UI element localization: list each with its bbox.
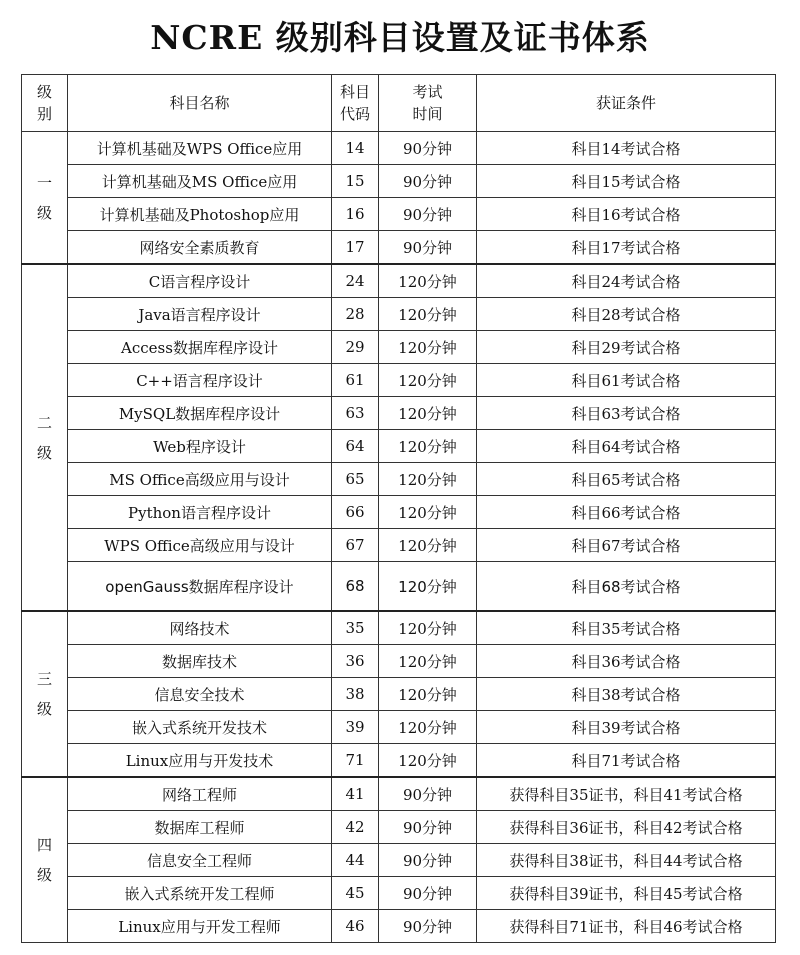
subject-code-cell: 17 [332, 231, 379, 265]
cert-condition-cell: 获得科目38证书，科目44考试合格 [477, 844, 776, 877]
cert-condition-cell: 获得科目35证书，科目41考试合格 [477, 777, 776, 811]
cert-condition-cell: 科目24考试合格 [477, 264, 776, 298]
table-row [22, 844, 776, 877]
cert-condition-cell: 科目65考试合格 [477, 463, 776, 496]
table-row [22, 198, 776, 231]
header-subject-name: 科目名称 [68, 75, 332, 132]
level-label: 三级 [36, 670, 52, 718]
table-row [22, 645, 776, 678]
exam-time-cell: 120分钟 [379, 331, 477, 364]
table-body [22, 132, 776, 943]
subject-code-cell: 28 [332, 298, 379, 331]
table-row [22, 811, 776, 844]
exam-time-cell: 120分钟 [379, 397, 477, 430]
header-exam-time: 考试时间 [379, 75, 477, 132]
table-row [22, 744, 776, 778]
cert-condition-cell: 科目35考试合格 [477, 611, 776, 645]
exam-time-cell: 120分钟 [379, 264, 477, 298]
table-row [22, 165, 776, 198]
exam-time-cell: 90分钟 [379, 198, 477, 231]
table-row [22, 611, 776, 645]
subject-name-cell: WPS Office高级应用与设计 [68, 529, 332, 562]
cert-condition-cell: 科目29考试合格 [477, 331, 776, 364]
cert-condition-cell: 获得科目71证书，科目46考试合格 [477, 910, 776, 943]
level-label: 二级 [36, 413, 52, 462]
table-row [22, 777, 776, 811]
subject-code-cell: 41 [332, 777, 379, 811]
subject-code-cell: 64 [332, 430, 379, 463]
subject-code-cell: 36 [332, 645, 379, 678]
exam-time-cell: 90分钟 [379, 132, 477, 165]
exam-time-cell: 120分钟 [379, 611, 477, 645]
table-row [22, 298, 776, 331]
table-row [22, 711, 776, 744]
exam-time-cell: 120分钟 [379, 678, 477, 711]
cert-condition-cell: 科目14考试合格 [477, 132, 776, 165]
subject-code-cell: 68 [332, 562, 379, 612]
table-row [22, 562, 776, 612]
subject-name-cell: C++语言程序设计 [68, 364, 332, 397]
subject-name-cell: C语言程序设计 [68, 264, 332, 298]
subject-code-cell: 63 [332, 397, 379, 430]
exam-time-cell: 90分钟 [379, 231, 477, 265]
subject-name-cell: Java语言程序设计 [68, 298, 332, 331]
subject-code-cell: 39 [332, 711, 379, 744]
subject-name-cell: Linux应用与开发工程师 [68, 910, 332, 943]
subject-name-cell: Access数据库程序设计 [68, 331, 332, 364]
cert-condition-cell: 科目39考试合格 [477, 711, 776, 744]
page-title: NCRE 级别科目设置及证书体系 [150, 18, 650, 57]
exam-time-cell: 120分钟 [379, 711, 477, 744]
subject-code-cell: 42 [332, 811, 379, 844]
table-row [22, 678, 776, 711]
subject-name-cell: Linux应用与开发技术 [68, 744, 332, 778]
subject-name-cell: Python语言程序设计 [68, 496, 332, 529]
exam-time-cell: 90分钟 [379, 910, 477, 943]
table-row [22, 877, 776, 910]
exam-time-cell: 90分钟 [379, 844, 477, 877]
level-cell [22, 132, 68, 265]
level-label: 一级 [36, 173, 52, 222]
subject-code-cell: 67 [332, 529, 379, 562]
subject-name-cell: 信息安全技术 [68, 678, 332, 711]
subject-name-cell: MS Office高级应用与设计 [68, 463, 332, 496]
subject-code-cell: 46 [332, 910, 379, 943]
cert-condition-cell: 科目64考试合格 [477, 430, 776, 463]
subject-code-cell: 35 [332, 611, 379, 645]
table-header-row [22, 75, 776, 132]
cert-condition-cell: 科目16考试合格 [477, 198, 776, 231]
table-row [22, 910, 776, 943]
cert-condition-cell: 科目15考试合格 [477, 165, 776, 198]
subject-code-cell: 65 [332, 463, 379, 496]
subject-code-cell: 29 [332, 331, 379, 364]
subject-name-cell: 嵌入式系统开发技术 [68, 711, 332, 744]
exam-time-cell: 90分钟 [379, 777, 477, 811]
subject-code-cell: 16 [332, 198, 379, 231]
exam-time-cell: 120分钟 [379, 562, 477, 612]
exam-time-cell: 120分钟 [379, 430, 477, 463]
cert-condition-cell: 科目36考试合格 [477, 645, 776, 678]
subject-name-cell: openGauss数据库程序设计 [68, 562, 332, 612]
subject-name-cell: MySQL数据库程序设计 [68, 397, 332, 430]
subject-code-cell: 44 [332, 844, 379, 877]
level-cell [22, 611, 68, 777]
table-row [22, 529, 776, 562]
table-row [22, 430, 776, 463]
subject-name-cell: 数据库工程师 [68, 811, 332, 844]
subject-name-cell: 网络技术 [68, 611, 332, 645]
exam-time-cell: 120分钟 [379, 496, 477, 529]
cert-condition-cell: 科目68考试合格 [477, 562, 776, 612]
subject-code-cell: 38 [332, 678, 379, 711]
cert-condition-cell: 科目67考试合格 [477, 529, 776, 562]
exam-time-cell: 120分钟 [379, 744, 477, 778]
table-row [22, 364, 776, 397]
table-row [22, 331, 776, 364]
header-cert-condition: 获证条件 [477, 75, 776, 132]
subject-name-cell: 信息安全工程师 [68, 844, 332, 877]
subject-name-cell: 数据库技术 [68, 645, 332, 678]
subject-code-cell: 71 [332, 744, 379, 778]
table-row [22, 496, 776, 529]
exam-time-cell: 120分钟 [379, 645, 477, 678]
cert-condition-cell: 科目66考试合格 [477, 496, 776, 529]
cert-condition-cell: 获得科目36证书，科目42考试合格 [477, 811, 776, 844]
level-cell [22, 264, 68, 611]
table-row [22, 264, 776, 298]
subject-code-cell: 15 [332, 165, 379, 198]
exam-time-cell: 90分钟 [379, 877, 477, 910]
cert-condition-cell: 科目61考试合格 [477, 364, 776, 397]
exam-time-cell: 120分钟 [379, 529, 477, 562]
table-row [22, 132, 776, 165]
exam-time-cell: 120分钟 [379, 364, 477, 397]
subject-name-cell: 网络工程师 [68, 777, 332, 811]
exam-time-cell: 120分钟 [379, 463, 477, 496]
cert-condition-cell: 科目28考试合格 [477, 298, 776, 331]
table-row [22, 397, 776, 430]
table-row [22, 463, 776, 496]
subject-name-cell: 网络安全素质教育 [68, 231, 332, 265]
exam-time-cell: 90分钟 [379, 811, 477, 844]
subject-code-cell: 45 [332, 877, 379, 910]
level-cell [22, 777, 68, 943]
cert-condition-cell: 科目63考试合格 [477, 397, 776, 430]
subject-code-cell: 24 [332, 264, 379, 298]
level-label: 四级 [36, 836, 52, 884]
header-level: 级别 [22, 75, 68, 132]
subject-name-cell: Web程序设计 [68, 430, 332, 463]
exam-time-cell: 120分钟 [379, 298, 477, 331]
table-row [22, 231, 776, 265]
cert-condition-cell: 科目38考试合格 [477, 678, 776, 711]
subject-name-cell: 计算机基础及WPS Office应用 [68, 132, 332, 165]
subject-name-cell: 计算机基础及Photoshop应用 [68, 198, 332, 231]
subject-code-cell: 66 [332, 496, 379, 529]
subject-name-cell: 嵌入式系统开发工程师 [68, 877, 332, 910]
cert-condition-cell: 科目17考试合格 [477, 231, 776, 265]
cert-condition-cell: 获得科目39证书，科目45考试合格 [477, 877, 776, 910]
exam-time-cell: 90分钟 [379, 165, 477, 198]
subject-name-cell: 计算机基础及MS Office应用 [68, 165, 332, 198]
header-subject-code: 科目代码 [332, 75, 379, 132]
cert-condition-cell: 科目71考试合格 [477, 744, 776, 778]
subject-code-cell: 61 [332, 364, 379, 397]
ncre-subject-table [21, 74, 776, 943]
subject-code-cell: 14 [332, 132, 379, 165]
